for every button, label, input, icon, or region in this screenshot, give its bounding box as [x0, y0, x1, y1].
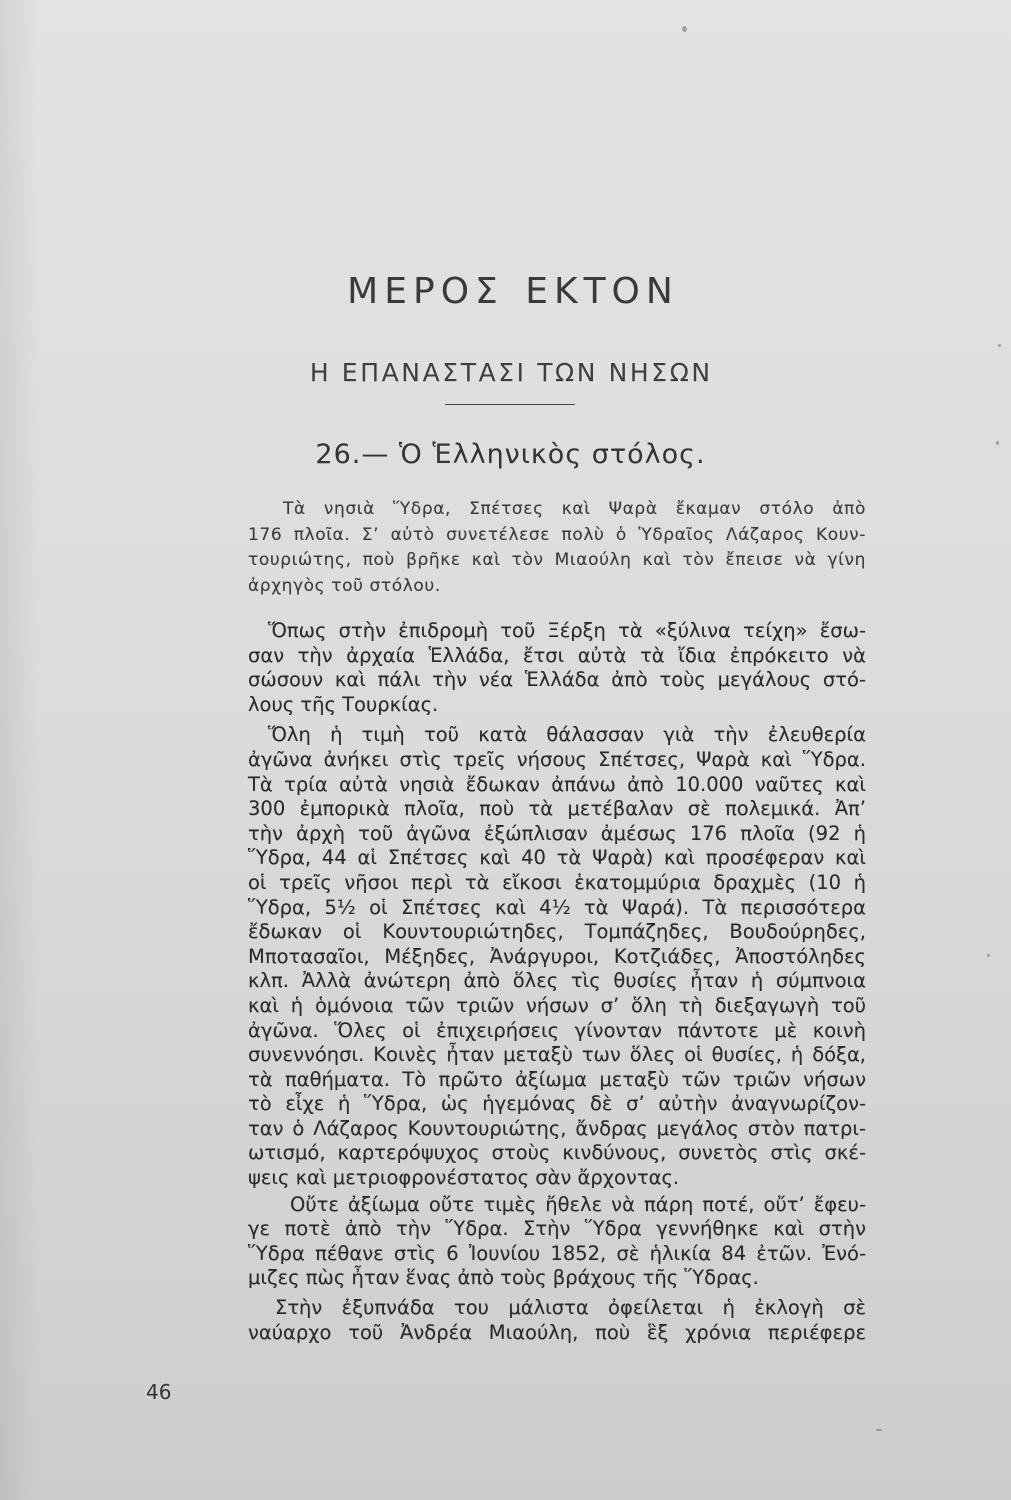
- body-line: Τὰ τρία αὐτὰ νησιὰ ἔδωκαν ἀπάνω ἀπὸ 10.000 ναῦτες καὶ: [248, 772, 866, 796]
- body-line: Στὴν ἐξυπνάδα του μάλιστα ὀφείλεται ἡ ἐκλογὴ σὲ: [275, 1296, 866, 1320]
- body-line: ψεις καὶ μετριοφρονέστατος σὰν ἄρχοντας.: [248, 1166, 680, 1190]
- body-line: ἀγῶνα. Ὅλες οἱ ἐπιχειρήσεις γίνονταν πάντοτε μὲ κοινὴ: [248, 1018, 866, 1042]
- body-line: ναύαρχο τοῦ Ἀνδρέα Μιαούλη, ποὺ ἓξ χρόνια περιέφερε: [248, 1320, 866, 1344]
- body-line: οἱ τρεῖς νῆσοι περὶ τὰ εἴκοσι ἑκατομμύρια δραχμὲς (10 ἡ: [248, 870, 866, 894]
- body-line: ἀγῶνα ἀνήκει στὶς τρεῖς νήσους Σπέτσες, Ψαρὰ καὶ Ὕδρα.: [248, 747, 866, 771]
- body-line: συνεννόησι. Κοινὲς ἦταν μεταξὺ των ὅλες οἱ θυσίες, ἡ δόξα,: [248, 1043, 866, 1067]
- scan-speck: [998, 344, 1001, 347]
- body-line: Ὅλη ἡ τιμὴ τοῦ κατὰ θάλασσαν γιὰ τὴν ἐλευθερία: [268, 723, 866, 747]
- body-line: καὶ ἡ ὁμόνοια τῶν τριῶν νήσων σ’ ὅλη τὴ διεξαγωγὴ τοῦ: [248, 993, 866, 1017]
- summary-line: τουριώτης, ποὺ βρῆκε καὶ τὸν Μιαούλη καὶ τὸν ἔπεισε νὰ γίνη: [248, 550, 866, 570]
- heading-divider: [445, 404, 575, 405]
- page-number: 46: [146, 1380, 172, 1404]
- body-line: κλπ. Ἀλλὰ ἀνώτερη ἀπὸ ὅλες τὶς θυσίες ἦταν ἡ σύμπνοια: [248, 969, 866, 993]
- scan-speck: [987, 954, 990, 957]
- summary-line: Τὰ νησιὰ Ὕδρα, Σπέτσες καὶ Ψαρὰ ἔκαμαν στόλο ἀπὸ: [283, 499, 866, 519]
- body-line: λους τῆς Τουρκίας.: [248, 692, 439, 716]
- body-paragraph: [248, 619, 866, 717]
- part-subtitle: Η ΕΠΑΝΑΣΤΑΣΙ ΤΩΝ ΝΗΣΩΝ: [309, 358, 713, 387]
- part-title: ΜΕΡΟΣ ΕΚΤΟΝ: [347, 271, 679, 312]
- body-line: Οὔτε ἀξίωμα οὔτε τιμὲς ἤθελε νὰ πάρη ποτέ, οὔτ’ ἔφευ-: [290, 1192, 866, 1216]
- scan-speck: [682, 26, 687, 32]
- scan-speck: [876, 1429, 882, 1431]
- body-text: [248, 619, 866, 1345]
- body-line: σώσουν καὶ πάλι τὴν νέα Ἑλλάδα ἀπὸ τοὺς μεγάλους στό-: [248, 668, 866, 692]
- body-line: 300 ἐμπορικὰ πλοῖα, ποὺ τὰ μετέβαλαν σὲ πολεμικά. Ἀπ’: [248, 797, 866, 821]
- body-line: Μποτασαῖοι, Μέξηδες, Ἀνάργυροι, Κοτζιάδες, Ἀποστόληδες: [248, 944, 866, 968]
- body-line: ταν ὁ Λάζαρος Κουντουριώτης, ἄνδρας μεγάλος στὸν πατρι-: [248, 1116, 866, 1140]
- summary-line: 176 πλοῖα. Σ’ αὐτὸ συνετέλεσε πολὺ ὁ Ὑδραῖος Λάζαρος Κουν-: [248, 524, 866, 545]
- body-line: σαν τὴν ἀρχαία Ἑλλάδα, ἔτσι αὐτὰ τὰ ἴδια ἐπρόκειτο νὰ: [248, 643, 866, 667]
- body-line: Ὅπως στὴν ἐπιδρομὴ τοῦ Ξέρξη τὰ «ξύλινα τείχη» ἔσω-: [268, 619, 866, 642]
- body-paragraph: [248, 1193, 866, 1291]
- body-line: γε ποτὲ ἀπὸ τὴν Ὕδρα. Στὴν Ὕδρα γεννήθηκε καὶ στὴν: [248, 1217, 866, 1241]
- body-line: ωτισμό, καρτερόψυχος στοὺς κινδύνους, συνετὸς στὶς σκέ-: [248, 1141, 866, 1165]
- section-heading: 26.— Ὁ Ἑλληνικὸς στόλος.: [315, 439, 706, 470]
- chapter-summary: [248, 497, 866, 599]
- body-line: μιζες πὼς ἦταν ἕνας ἀπὸ τοὺς βράχους τῆς Ὕδρας.: [248, 1266, 759, 1290]
- body-line: τὰ παθήματα. Τὸ πρῶτο ἀξίωμα μεταξὺ τῶν τριῶν νήσων: [248, 1067, 866, 1091]
- body-line: Ὕδρα πέθανε στὶς 6 Ἰουνίου 1852, σὲ ἡλικία 84 ἐτῶν. Ἐνό-: [248, 1241, 866, 1265]
- body-paragraph: [248, 1296, 866, 1345]
- scan-speck: [996, 441, 999, 445]
- body-paragraph: [248, 723, 866, 1190]
- summary-line: ἀρχηγὸς τοῦ στόλου.: [248, 575, 441, 596]
- body-line: τὴν ἀρχὴ τοῦ ἀγῶνα ἐξώπλισαν ἀμέσως 176 πλοῖα (92 ἡ: [248, 821, 866, 845]
- body-line: τὸ εἶχε ἡ Ὕδρα, ὡς ἡγεμόνας δὲ σ’ αὐτὴν ἀναγνωρίζον-: [248, 1092, 866, 1116]
- body-line: ἔδωκαν οἱ Κουντουριώτηδες, Τομπάζηδες, Βουδούρηδες,: [248, 920, 866, 944]
- body-line: Ὕδρα, 44 αἱ Σπέτσες καὶ 40 τὰ Ψαρὰ) καὶ προσέφεραν καὶ: [248, 846, 866, 870]
- body-line: Ὕδρα, 5½ οἱ Σπέτσες καὶ 4½ τὰ Ψαρά). Τὰ περισσότερα: [248, 895, 866, 919]
